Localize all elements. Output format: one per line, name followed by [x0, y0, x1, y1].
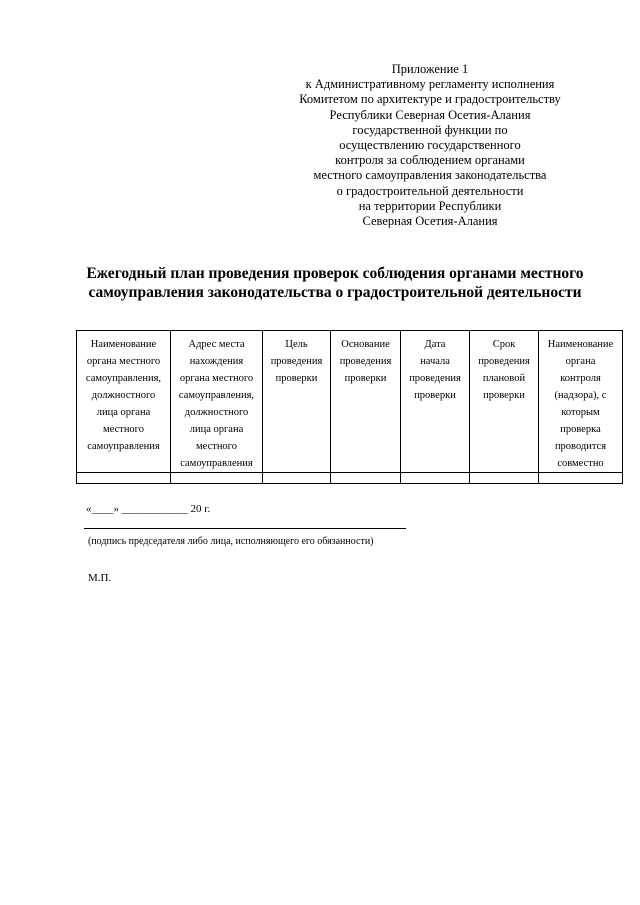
header-line: проверка [560, 424, 601, 435]
header-cell-authority-name [77, 331, 171, 473]
appendix-line: на территории Республики [358, 198, 502, 213]
inspection-plan-table [76, 330, 623, 484]
header-line: начала [420, 356, 450, 367]
header-line: проведения [478, 356, 530, 367]
header-cell-duration [470, 331, 539, 473]
header-line: проверки [344, 373, 387, 384]
header-line: (надзора), с [554, 390, 607, 401]
title-line: самоуправления законодательства о градостроительной деятельности [88, 284, 582, 301]
appendix-line: Комитетом по архитектуре и градостроительству [299, 92, 561, 107]
appendix-line: осуществлению государственного [339, 138, 521, 153]
table-cell [401, 473, 470, 484]
header-line: проведения [409, 373, 461, 384]
title-line: Ежегодный план проведения проверок соблюдения органами местного [86, 265, 584, 282]
header-line: самоуправления [87, 441, 160, 452]
header-line: местного [103, 424, 144, 435]
header-line: Наименование [547, 339, 614, 350]
stamp-label: М.П. [88, 572, 112, 584]
header-line: которым [561, 407, 600, 418]
header-line: плановой [482, 373, 526, 384]
table-header-row [77, 331, 623, 473]
appendix-line: Северная Осетия-Алания [362, 214, 498, 229]
appendix-line: к Административному регламенту исполнения [305, 77, 555, 92]
header-line: должностного [184, 407, 249, 418]
table-empty-row [77, 473, 623, 484]
header-line: совместно [557, 458, 604, 469]
header-line: Цель [285, 339, 308, 350]
header-line: проверки [483, 390, 525, 401]
header-line: проводится [554, 441, 607, 452]
table-cell [171, 473, 263, 484]
date-line: «____» ____________ 20 г. [86, 503, 211, 515]
header-line: органа местного [86, 356, 161, 367]
header-line: Срок [492, 339, 516, 350]
table-cell [263, 473, 331, 484]
header-line: органа [565, 356, 596, 367]
appendix-line: о градостроительной деятельности [336, 183, 524, 198]
header-line: органа местного [179, 373, 254, 384]
header-line: нахождения [189, 356, 244, 367]
header-line: проведения [339, 356, 392, 367]
header-line: Основание [341, 339, 390, 350]
header-line: контроля [560, 373, 601, 384]
header-line: проверки [414, 390, 456, 401]
appendix-line: контроля за соблюдением органами [335, 153, 525, 168]
header-line: Дата [424, 339, 446, 350]
appendix-line: Приложение 1 [391, 62, 469, 76]
header-cell-joint-authority [539, 331, 623, 473]
appendix-line: государственной функции по [352, 122, 508, 137]
header-line: самоуправления [180, 458, 253, 469]
header-cell-start-date [401, 331, 470, 473]
appendix-block [290, 62, 570, 229]
table-cell [331, 473, 401, 484]
table-cell [470, 473, 539, 484]
header-line: самоуправления, [85, 373, 162, 384]
header-line: проверки [275, 373, 318, 384]
document-title [60, 264, 610, 302]
header-line: должностного [91, 390, 156, 401]
signature-line [84, 528, 406, 529]
header-cell-basis [331, 331, 401, 473]
header-line: местного [196, 441, 237, 452]
signature-caption: (подпись председателя либо лица, исполняющего его обязанности) [88, 536, 374, 547]
appendix-line: Республики Северная Осетия-Алания [329, 107, 531, 122]
header-line: Наименование [90, 339, 157, 350]
header-line: самоуправления, [178, 390, 255, 401]
header-cell-address [171, 331, 263, 473]
table-cell [77, 473, 171, 484]
table-cell [539, 473, 623, 484]
header-line: проведения [270, 356, 323, 367]
header-line: Адрес места [188, 339, 245, 350]
header-line: лица органа [189, 424, 244, 435]
appendix-line: местного самоуправления законодательства [313, 168, 547, 183]
header-cell-purpose [263, 331, 331, 473]
header-line: лица органа [96, 407, 151, 418]
